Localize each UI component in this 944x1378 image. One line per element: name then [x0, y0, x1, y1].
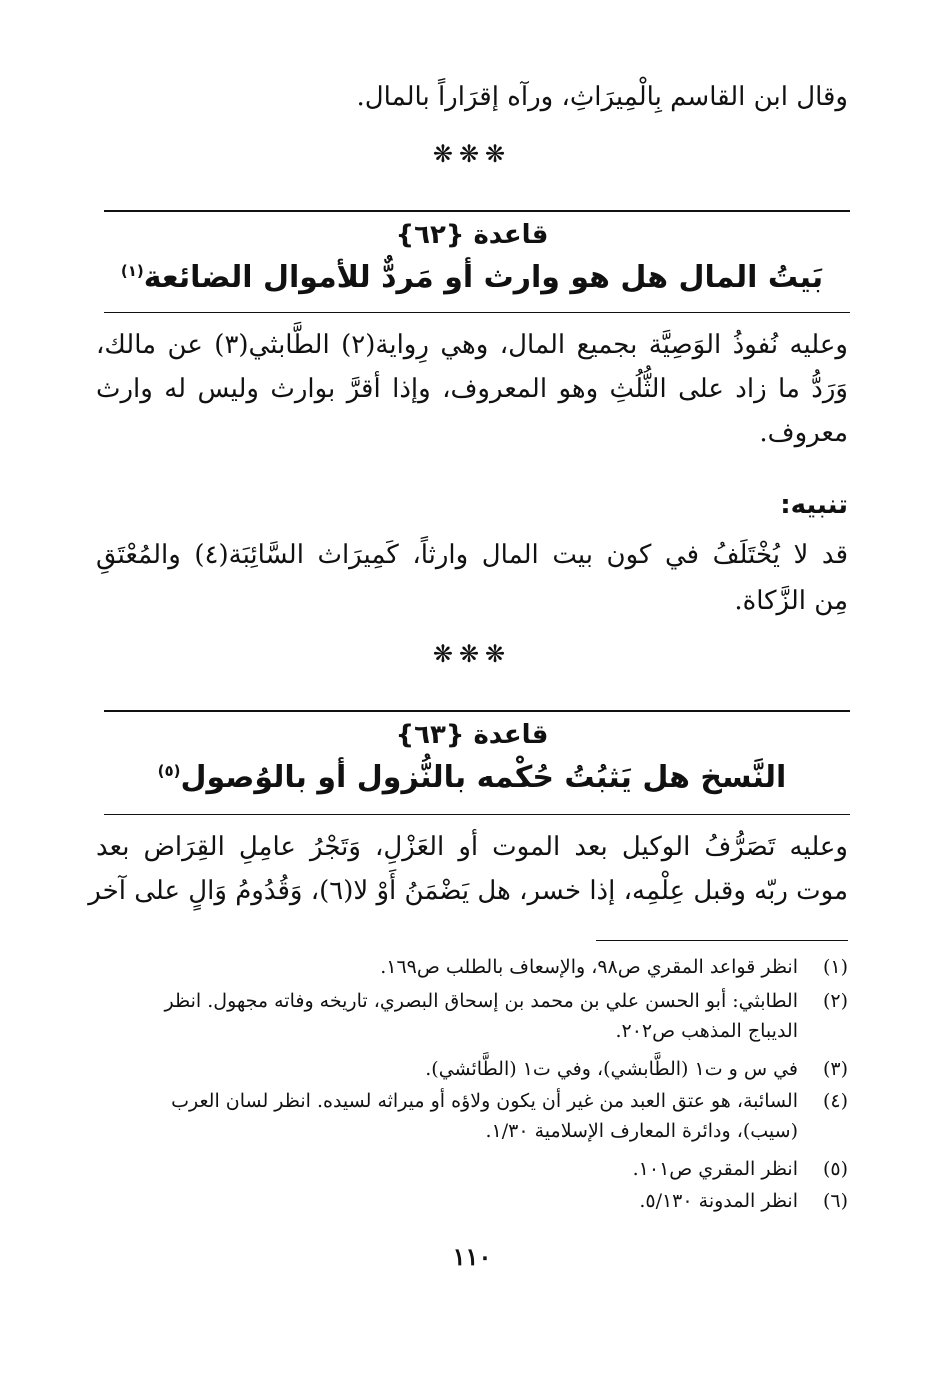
rule-62-title [0, 260, 944, 295]
notice-line-2: مِن الزَّكاة. [734, 586, 848, 616]
footnote-text: انظر المدونة ٥/١٣٠. [639, 1190, 798, 1212]
footnote-number: (٣) [822, 1058, 848, 1080]
footnote-text: الديباج المذهب ص٢٠٢. [615, 1020, 798, 1042]
footnote-text: في س و ت١ (الطَّابشي)، وفي ت١ (الطَّائشي). [425, 1058, 798, 1080]
footnote-number: (٦) [822, 1190, 848, 1212]
footnote-number: (٤) [822, 1090, 848, 1112]
rule-63-line-1: وعليه تَصَرُّفُ الوكيل بعد الموت أو العَزْلِ، وَتَجْرُ عامِلِ القِرَاض بعد [96, 832, 848, 862]
rule-62-number: قاعدة {٦٢} [395, 220, 549, 250]
footnotes-divider [596, 940, 848, 941]
footnote-2 [96, 986, 848, 1046]
notice-heading: تنبيه: [780, 490, 848, 520]
footnote-text: انظر قواعد المقري ص٩٨، والإسعاف بالطلب ص١٦٩. [380, 956, 798, 978]
separator-stars: ❋❋❋ [432, 140, 512, 168]
footnote-text: انظر المقري ص١٠١. [632, 1158, 798, 1180]
rule-62-top-divider [104, 210, 850, 212]
footnote-4 [96, 1086, 848, 1146]
footnote-5 [96, 1154, 848, 1184]
rule-62-bottom-divider [104, 312, 850, 313]
rule-62-line-2: وَرَدُّ ما زاد على الثُّلُثِ وهو المعروف، وإذا أقرَّ بوارث وليس له وارث [96, 374, 848, 404]
rule-63-title-text: النَّسخ هل يَثبُتُ حُكْمه بالنُّزول أو بالوُصول [180, 760, 787, 795]
footnote-text: الطابثي: أبو الحسن علي بن محمد بن إسحاق البصري، تاريخه وفاته مجهول. انظر [164, 990, 798, 1012]
rule-62-line-1: وعليه نُفوذُ الوَصِيَّة بجميع المال، وهي رِواية(٢) الطَّابثي(٣) عن مالك، [96, 330, 848, 360]
footnote-number: (٢) [822, 990, 848, 1012]
footnote-1 [96, 952, 848, 982]
footnote-text: السائبة، هو عتق العبد من غير أن يكون ولاؤه أو ميراثه لسيده. انظر لسان العرب [171, 1090, 798, 1112]
footnote-number: (١) [822, 956, 848, 978]
footnote-6 [96, 1186, 848, 1216]
footnote-ref-1[interactable]: (١) [120, 262, 144, 280]
notice-line-1: قد لا يُخْتَلَفُ في كون بيت المال وارثاً، كَمِيرَاث السَّائِبَة(٤) والمُعْتَقِ [96, 540, 849, 570]
footnote-text: (سيب)، ودائرة المعارف الإسلامية ١/٣٠. [485, 1120, 798, 1142]
rule-62-title-text: بَيتُ المال هل هو وارث أو مَردٌّ للأموال الضائعة [143, 260, 824, 295]
rule-63-top-divider [104, 710, 850, 712]
footnote-3 [96, 1054, 848, 1084]
rule-63-line-2: موت ربّه وقبل عِلْمِه، إذا خسر، هل يَضْمَنُ أَوْ لا(٦)، وَقُدُومُ وَالٍ على آخر [88, 876, 848, 906]
rule-63-number: قاعدة {٦٣} [395, 720, 549, 750]
rule-63-bottom-divider [104, 814, 850, 815]
rule-63-title [0, 760, 944, 795]
footnote-ref-5[interactable]: (٥) [157, 762, 181, 780]
separator-stars-2: ❋❋❋ [432, 640, 512, 668]
page-number: ١١٠ [452, 1242, 492, 1271]
opening-line: وقال ابن القاسم بِالْمِيرَاثِ، ورآه إقرَاراً بالمال. [356, 82, 848, 112]
footnote-number: (٥) [822, 1158, 848, 1180]
rule-62-line-3: معروف. [759, 418, 848, 448]
